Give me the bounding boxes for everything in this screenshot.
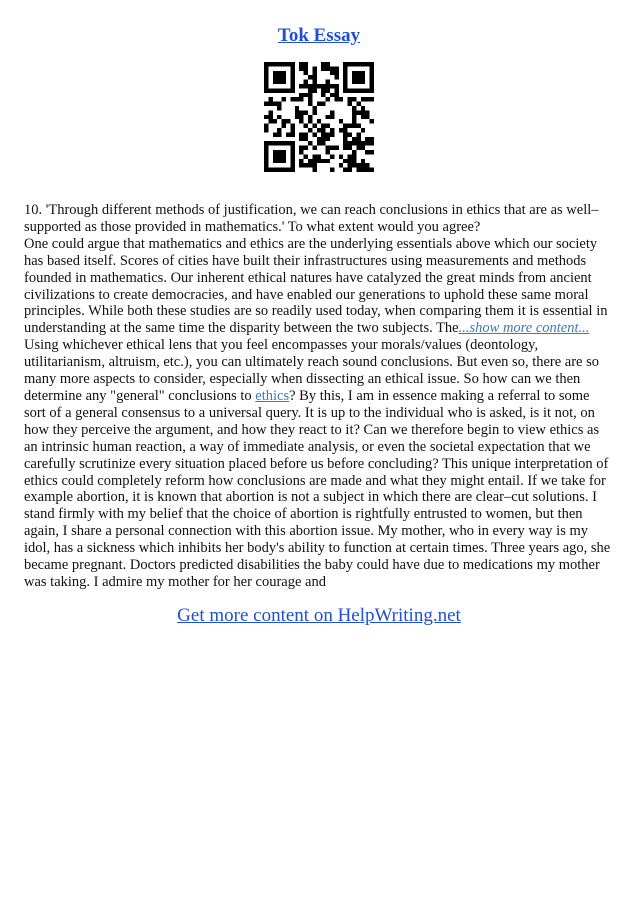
show-more-link[interactable]: ...show more content... <box>458 320 590 337</box>
footer-cta-link[interactable]: Get more content on HelpWriting.net <box>177 605 461 626</box>
paragraph-part-3: ? By this, I am in essence making a referral to some sort of a general consensus to a universal query. It is up to the individual who is asked, is it not, on how they perceive the argument, and how they react to it? Can we therefore begin to view ethics as an intrinsic human reaction, a way of immediate analysis, or even the societal expectation that we carefully scrutinize every situation placed before us before concluding? This unique interpretation of ethics could completely reform how conclusions are made and what they might entail. If we take for example abortion, it is known that abortion is not a subject in which there are clear–cut solutions. I stand firmly with my belief that the choice of abortion is rightfully entrusted to women, but then again, I share a personal connection with this abortion issue. My mother, who in every way is my idol, has a sickness which inhibits her body's ability to function at certain times. Three years ago, she became pregnant. Doctors predicted disabilities the baby could have due to medications my mother was taking. I admire my mother for her courage and <box>24 387 611 590</box>
document-title-link[interactable]: Tok Essay <box>277 25 361 46</box>
qr-code-icon <box>264 62 374 172</box>
paragraph-part-2: Using whichever ethical lens that you feel encompasses your morals/values (deontology, utilitarianism, altruism, etc.), you can ultimately reach sound conclusions. But even so, there are so many more aspects to consider, especially when dissecting an ethical issue. So how can we then determine any "general" conclusions to <box>24 337 600 404</box>
ethics-link[interactable]: ethics <box>255 387 290 404</box>
paragraph-part-1: One could argue that mathematics and ethics are the underlying essentials above which our society has based itself. Scores of cities have built their infrastructures using measurements and methods founded in mathematics. Our inherent ethical natures have catalyzed the great minds from ancient civilizations to create democracies, and have enabled our generations to uphold these same moral principles. While both these studies are so readily used today, when comparing them it is essential in understanding at the same time the disparity between the two subjects. The <box>24 235 608 337</box>
essay-question: 10. 'Through different methods of justification, we can reach conclusions in ethics that are as well–supported as those provided in mathematics.' To what extent would you agree? <box>24 202 599 235</box>
essay-body <box>24 202 614 591</box>
essay-paragraph <box>24 236 614 591</box>
